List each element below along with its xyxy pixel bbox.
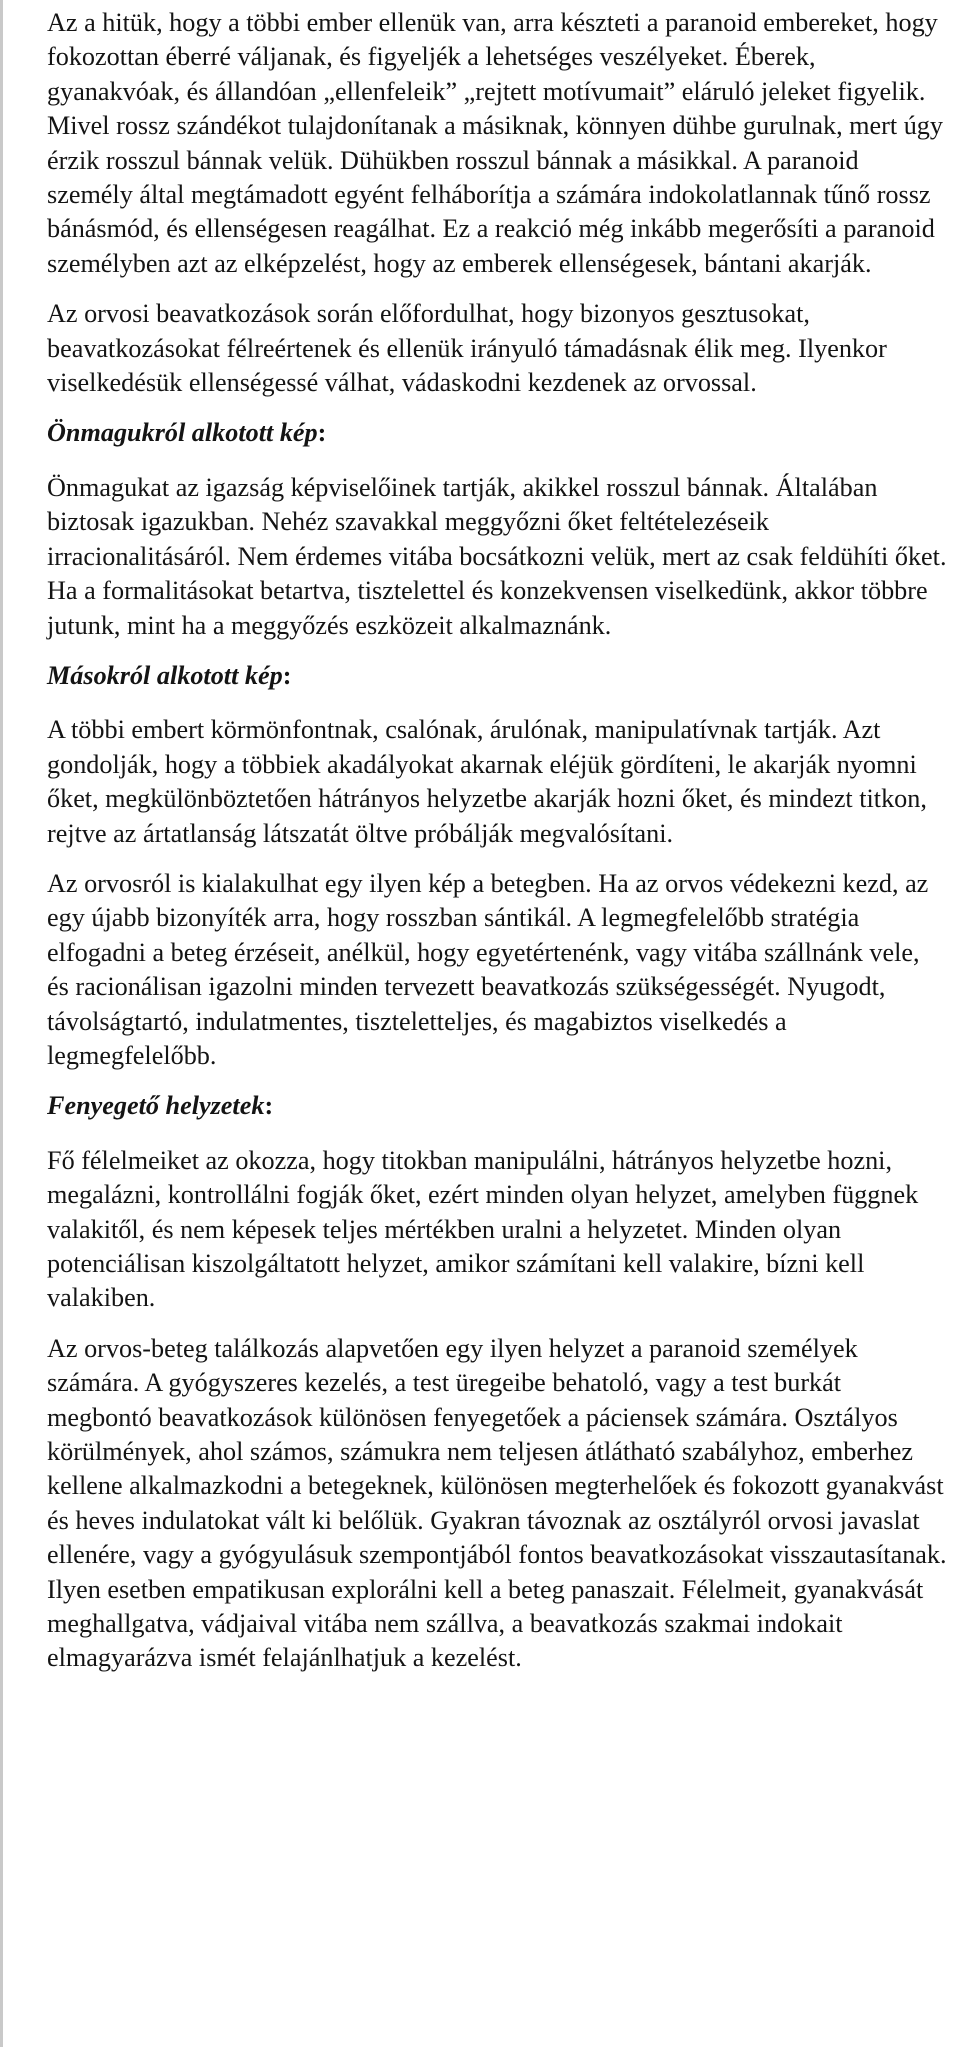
paragraph-medical-interventions: Az orvosi beavatkozások során előfordulhat, hogy bizonyos gesztusokat, beavatkozásokat félreértenek és ellenük irányuló támadásnak élik meg. Ilyenkor viselkedésük ellenségessé válhat, vádaskodni kezdenek az orvossal. — [47, 299, 887, 398]
paragraph-main-fears: Fő félelmeiket az okozza, hogy titokban manipulálni, hátrányos helyzetbe hozni, megalázni, kontrollálni fogják őket, ezért minden olyan helyzet, amelyben függnek valakitől, és nem képesek teljes mértékben uralni a helyzetet. Minden olyan potenciálisan kiszolgáltatott helyzet, amikor számítani kell valakire, bízni kell valakiben. — [47, 1145, 919, 1313]
paragraph-doctor-patient-encounter: Az orvos-beteg találkozás alapvetően egy ilyen helyzet a paranoid személyek számára. A gyógyszeres kezelés, a test üregeibe behatoló, vagy a test burkát megbontó beavatkozások különösen fenyegetőek a páciensek számára. Osztályos körülmények, ahol számos, számukra nem teljesen átlátható szabályhoz, emberhez kellene alkalmazkodni a betegeknek, különösen megterhelőek és fokozott gyanakvást és heves indulatokat vált ki belőlük. Gyakran távoznak az osztályról orvosi javaslat ellenére, vagy a gyógyulásuk szempontjából fontos beavatkozásokat visszautasítanak. Ilyen esetben empatikusan explorálni kell a beteg panaszait. Félelmeit, gyanakvását meghallgatva, vádjaival vitába nem szállva, a beavatkozás szakmai indokait elmagyarázva ismét felajánlhatjuk a kezelést. — [47, 1333, 947, 1673]
heading-text: Önmagukról alkotott kép — [47, 418, 318, 448]
heading-colon: : — [282, 660, 292, 690]
document-page — [47, 6, 947, 1692]
heading-colon: : — [264, 1091, 274, 1121]
heading-threatening-situations — [47, 1089, 947, 1123]
paragraph-image-of-others: A többi embert körmönfontnak, csalónak, árulónak, manipulatívnak tartják. Azt gondolják, hogy a többiek akadályokat akarnak eléjük gördíteni, le akarják nyomni őket, megkülönböztetően hátrányos helyzetbe akarják hozni őket, és mindezt titkon, rejtve az ártatlanság látszatát öltve próbálják megvalósítani. — [47, 715, 927, 848]
paragraph-image-of-doctor: Az orvosról is kialakulhat egy ilyen kép a betegben. Ha az orvos védekezni kezd, az egy újabb bizonyíték arra, hogy rosszban sántikál. A legmegfelelőbb stratégia elfogadni a beteg érzéseit, anélkül, hogy egyetértenénk, vagy vitába szállnánk vele, és racionálisan igazolni minden tervezett beavatkozás szükségességét. Nyugodt, távolságtartó, indulatmentes, tiszteletteljes, és magabiztos viselkedés a legmegfelelőbb. — [47, 868, 929, 1070]
page-edge-rule — [0, 0, 3, 2047]
heading-image-of-others — [47, 659, 947, 693]
heading-text: Fenyegető helyzetek — [47, 1091, 265, 1121]
paragraph-self-image: Önmagukat az igazság képviselőinek tartják, akikkel rosszul bánnak. Általában biztosak igazukban. Nehéz szavakkal meggyőzni őket feltételezéseik irracionalitásáról. Nem érdemes vitába bocsátkozni velük, mert az csak feldühíti őket. Ha a formalitásokat betartva, tisztelettel és konzekvensen viselkedünk, akkor többre jutunk, mint ha a meggyőzés eszközeit alkalmaznánk. — [47, 472, 947, 640]
heading-self-image — [47, 416, 947, 450]
heading-text: Másokról alkotott kép — [47, 660, 283, 690]
paragraph-paranoid-belief: Az a hitük, hogy a többi ember ellenük van, arra készteti a paranoid embereket, hogy fokozottan éberré váljanak, és figyeljék a lehetséges veszélyeket. Éberek, gyanakvóak, és állandóan „ellenfeleik” „rejtett motívumait” eláruló jeleket figyelik. Mivel rossz szándékot tulajdonítanak a másiknak, könnyen dühbe gurulnak, mert úgy érzik rosszul bánnak velük. Dühükben rosszul bánnak a másikkal. A paranoid személy által megtámadott egyént felháborítja a számára indokolatlannak tűnő rossz bánásmód, és ellenségesen reagálhat. Ez a reakció még inkább megerősíti a paranoid személyben azt az elképzelést, hogy az emberek ellenségesek, bántani akarják. — [47, 8, 943, 278]
heading-colon: : — [317, 418, 327, 448]
